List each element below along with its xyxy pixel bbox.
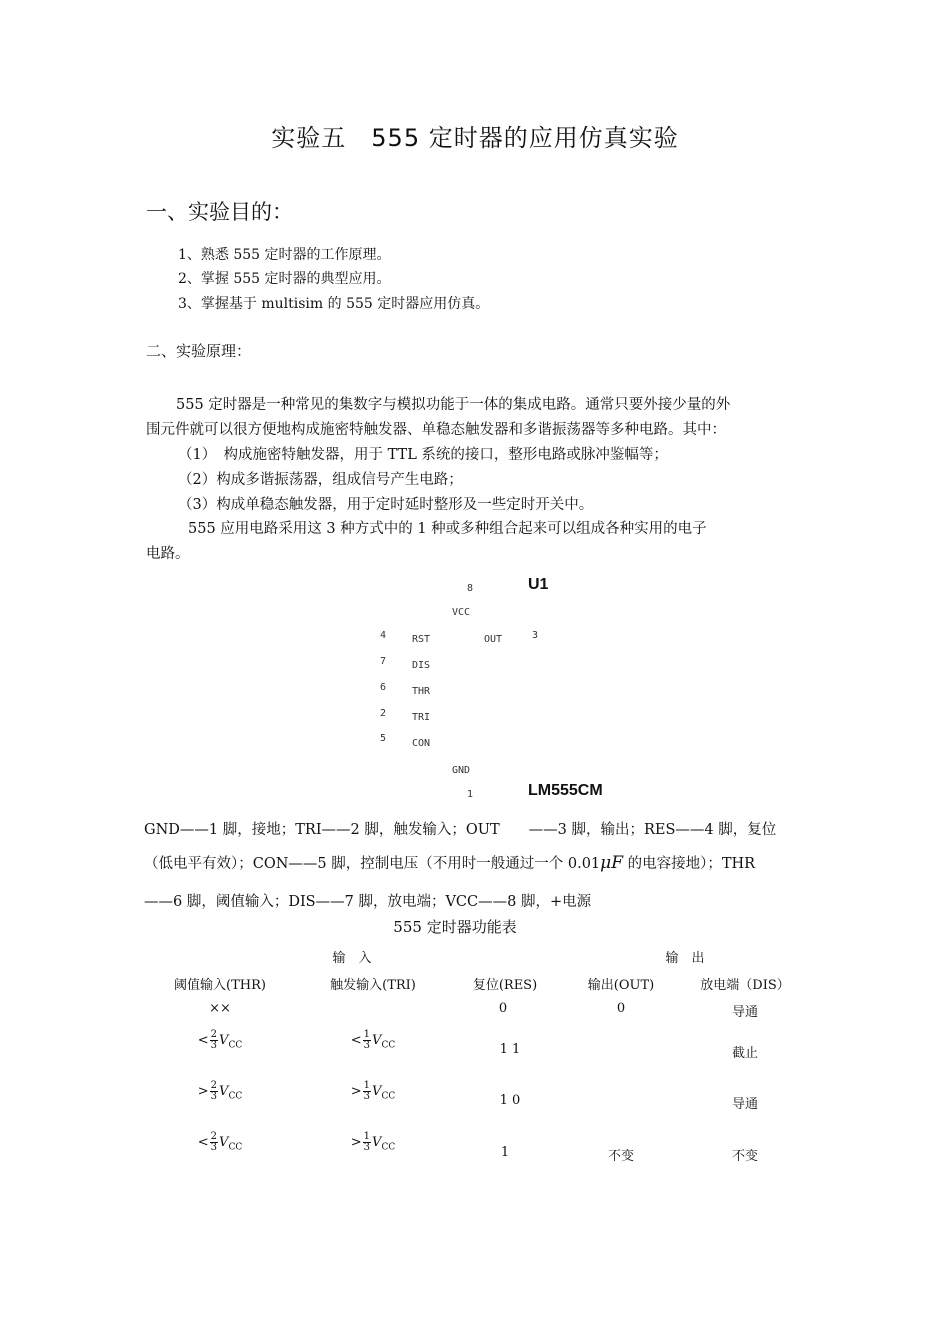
fraction-denominator: 3 xyxy=(363,1142,371,1153)
fraction xyxy=(210,1132,218,1153)
vcc-letter: V xyxy=(219,1084,229,1099)
vcc-symbol xyxy=(219,1084,243,1102)
capacitance-unit: μF xyxy=(600,853,623,873)
pin-label: DIS xyxy=(412,660,431,671)
vcc-subscript: CC xyxy=(381,1040,396,1051)
vcc-letter: V xyxy=(372,1033,382,1048)
table-group-output: 输 出 xyxy=(665,951,705,966)
table-cell-out: 不变 xyxy=(607,1149,634,1164)
vcc-subscript: CC xyxy=(381,1091,396,1102)
fraction-denominator: 3 xyxy=(210,1142,218,1153)
pin-label: TRI xyxy=(412,712,431,723)
table-cell-res: 1 1 xyxy=(499,1042,521,1057)
fraction xyxy=(210,1030,218,1051)
vcc-symbol xyxy=(219,1135,243,1153)
fraction xyxy=(363,1030,371,1051)
table-header: 阈值输入(THR) xyxy=(174,978,266,993)
table-cell-thr xyxy=(180,1081,260,1102)
vcc-letter: V xyxy=(219,1135,229,1150)
principle-paragraph-line: 电路。 xyxy=(146,546,190,562)
objective-item: 3、掌握基于 multisim 的 555 定时器应用仿真。 xyxy=(178,296,490,312)
objective-item: 1、熟悉 555 定时器的工作原理。 xyxy=(178,247,391,263)
fraction-numerator: 1 xyxy=(363,1029,371,1040)
section-heading-principle: 二、实验原理： xyxy=(146,342,252,360)
pin-number: 5 xyxy=(380,733,387,744)
fraction xyxy=(363,1081,371,1102)
principle-paragraph-line: 555 应用电路采用这 3 种方式中的 1 种或多种组合起来可以组成各种实用的电子 xyxy=(188,521,707,537)
table-cell-thr xyxy=(180,1030,260,1051)
pin-label: CON xyxy=(412,738,431,749)
principle-item: （3）构成单稳态触发器，用于定时延时整形及一些定时开关中。 xyxy=(178,497,594,513)
vcc-subscript: CC xyxy=(228,1040,243,1051)
vcc-subscript: CC xyxy=(228,1091,243,1102)
fraction-numerator: 2 xyxy=(210,1131,218,1142)
pin-number: 7 xyxy=(380,656,387,667)
pin-number: 6 xyxy=(380,682,387,693)
vcc-symbol xyxy=(219,1033,243,1051)
table-cell-res: 1 0 xyxy=(499,1093,521,1108)
comparison-sign: > xyxy=(350,1135,362,1150)
table-cell-res: 0 xyxy=(498,1001,508,1016)
table-cell-dis: 导通 xyxy=(731,1097,758,1112)
table-header: 输出(OUT) xyxy=(587,978,655,993)
fraction-denominator: 3 xyxy=(210,1091,218,1102)
comparison-sign: < xyxy=(197,1135,209,1150)
pin-description-line xyxy=(144,852,755,873)
comparison-sign: > xyxy=(197,1084,209,1099)
pin-label-vcc: VCC xyxy=(452,607,471,618)
table-cell-thr xyxy=(180,1132,260,1153)
pin-number-vcc: 8 xyxy=(467,583,474,594)
table-cell-dis: 不变 xyxy=(731,1149,758,1164)
table-cell-tri xyxy=(333,1030,413,1051)
vcc-letter: V xyxy=(372,1084,382,1099)
table-header: 放电端（DIS） xyxy=(700,978,790,993)
chip-model: LM555CM xyxy=(528,782,603,799)
vcc-subscript: CC xyxy=(228,1142,243,1153)
table-group-input: 输 入 xyxy=(332,951,372,966)
principle-paragraph-line: 围元件就可以很方便地构成施密特触发器、单稳态触发器和多谐振荡器等多种电路。其中： xyxy=(146,422,726,438)
fraction-denominator: 3 xyxy=(363,1040,371,1051)
pin-description-line: ——6 脚，阈值输入；DIS——7 脚，放电端；VCC——8 脚，+电源 xyxy=(144,894,592,910)
pin-label-gnd: GND xyxy=(452,765,471,776)
section-heading-objectives: 一、实验目的： xyxy=(146,200,293,224)
vcc-symbol xyxy=(372,1135,396,1153)
principle-paragraph-line: 555 定时器是一种常见的集数字与模拟功能于一体的集成电路。通常只要外接少量的外 xyxy=(176,397,731,413)
pin-label: THR xyxy=(412,686,431,697)
fraction-numerator: 2 xyxy=(210,1029,218,1040)
fraction xyxy=(363,1132,371,1153)
table-cell-dis: 导通 xyxy=(731,1005,758,1020)
vcc-subscript: CC xyxy=(381,1142,396,1153)
comparison-sign: < xyxy=(350,1033,362,1048)
pin-label-out: OUT xyxy=(484,634,503,645)
pin-number-out: 3 xyxy=(532,630,539,641)
page-title: 实验五 555 定时器的应用仿真实验 xyxy=(271,124,679,152)
table-cell-res: 1 xyxy=(500,1145,510,1160)
objective-item: 2、掌握 555 定时器的典型应用。 xyxy=(178,271,391,287)
table-cell-tri xyxy=(333,1081,413,1102)
table-header: 触发输入(TRI) xyxy=(330,978,416,993)
fraction-numerator: 1 xyxy=(363,1080,371,1091)
table-title: 555 定时器功能表 xyxy=(393,918,517,936)
pin-description-text: （低电平有效）；CON——5 脚，控制电压（不用时一般通过一个 0.01 xyxy=(144,856,601,872)
comparison-sign: > xyxy=(350,1084,362,1099)
vcc-letter: V xyxy=(372,1135,382,1150)
pin-number: 4 xyxy=(380,630,387,641)
vcc-letter: V xyxy=(219,1033,229,1048)
table-cell-thr: ×× xyxy=(209,1001,231,1016)
pin-label: RST xyxy=(412,634,431,645)
principle-item: （2）构成多谐振荡器，组成信号产生电路； xyxy=(178,472,463,488)
chip-ref: U1 xyxy=(528,576,549,593)
comparison-sign: < xyxy=(197,1033,209,1048)
pin-number-gnd: 1 xyxy=(467,789,474,800)
pin-description-line: GND——1 脚，接地；TRI——2 脚，触发输入；OUT ——3 脚，输出；RES——4 脚，复位 xyxy=(144,822,777,838)
table-cell-tri xyxy=(333,1132,413,1153)
fraction-numerator: 2 xyxy=(210,1080,218,1091)
fraction-denominator: 3 xyxy=(363,1091,371,1102)
table-cell-out: 0 xyxy=(616,1001,626,1016)
fraction xyxy=(210,1081,218,1102)
pin-number: 2 xyxy=(380,708,387,719)
table-cell-dis: 截止 xyxy=(731,1046,758,1061)
pin-description-text: 的电容接地）；THR xyxy=(623,856,756,872)
fraction-numerator: 1 xyxy=(363,1131,371,1142)
principle-item: （1） 构成施密特触发器，用于 TTL 系统的接口，整形电路或脉冲鉴幅等； xyxy=(178,447,668,463)
vcc-symbol xyxy=(372,1084,396,1102)
fraction-denominator: 3 xyxy=(210,1040,218,1051)
vcc-symbol xyxy=(372,1033,396,1051)
table-header: 复位(RES) xyxy=(472,978,538,993)
